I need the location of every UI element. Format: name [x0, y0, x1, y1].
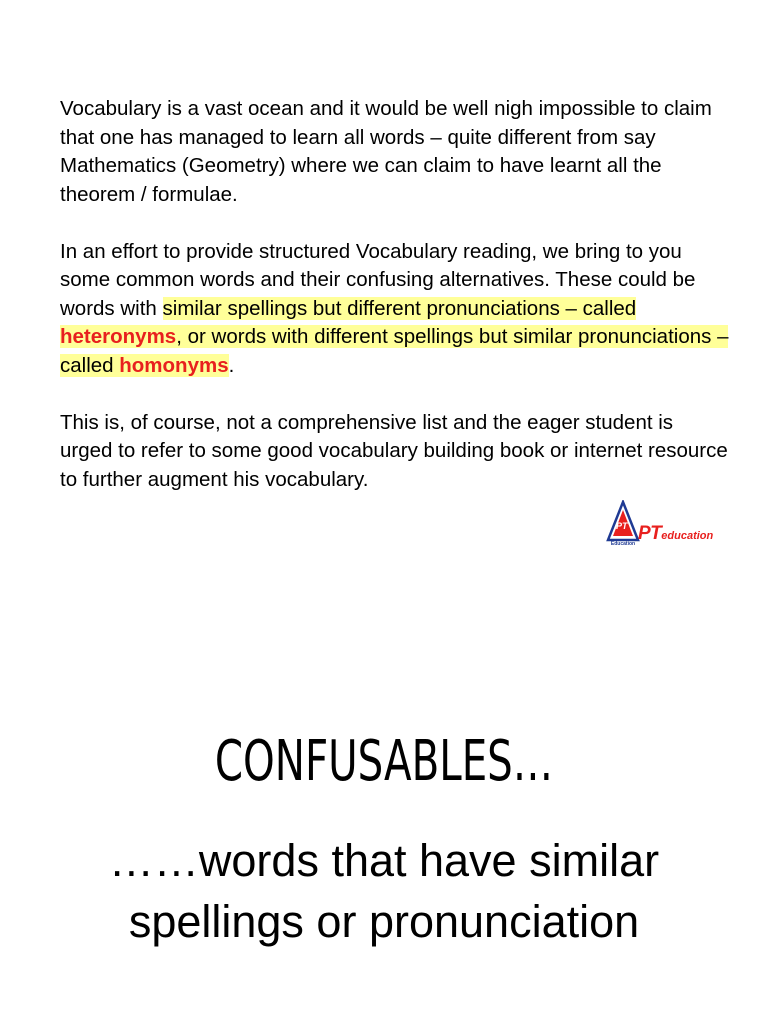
- intro-paragraph-2: [60, 238, 730, 381]
- svg-text:PT: PT: [616, 521, 628, 531]
- term-homonyms: homonyms: [119, 353, 229, 377]
- term-heteronyms: heteronyms: [60, 325, 177, 348]
- logo-education-text: education: [661, 530, 714, 542]
- emblem-text: Education: [610, 541, 636, 546]
- intro-text: [60, 95, 730, 523]
- pt-education-logo: [606, 500, 718, 546]
- intro-paragraph-3: This is, of course, not a comprehensive list and the eager student is urged to refer to some good vocabulary building book or internet resource to further augment his vocabulary.: [60, 410, 728, 491]
- logo-wordmark: [638, 523, 713, 545]
- highlight-text-1: similar spellings but different pronunciations – called: [162, 296, 637, 320]
- intro-paragraph-2-end: .: [228, 353, 235, 377]
- intro-paragraph-2-start: In an effort to provide structured Vocabulary reading, we bring to you some common words and their confusing alternatives. These could be words with: [60, 239, 696, 320]
- pt-emblem-icon: [606, 500, 640, 546]
- highlight-text-2: , or words with different spellings but similar pronunciations – called: [60, 325, 729, 377]
- page-subtitle: ……words that have similar spellings or pronunciation: [108, 835, 660, 947]
- page-title: CONFUSABLES…: [214, 729, 554, 794]
- intro-paragraph-1: Vocabulary is a vast ocean and it would be well nigh impossible to claim that one has managed to learn all words – quite different from say Mathematics (Geometry) where we can claim to have learnt all the theorem / formulae.: [60, 97, 712, 206]
- logo-pt-text: PT: [638, 523, 662, 544]
